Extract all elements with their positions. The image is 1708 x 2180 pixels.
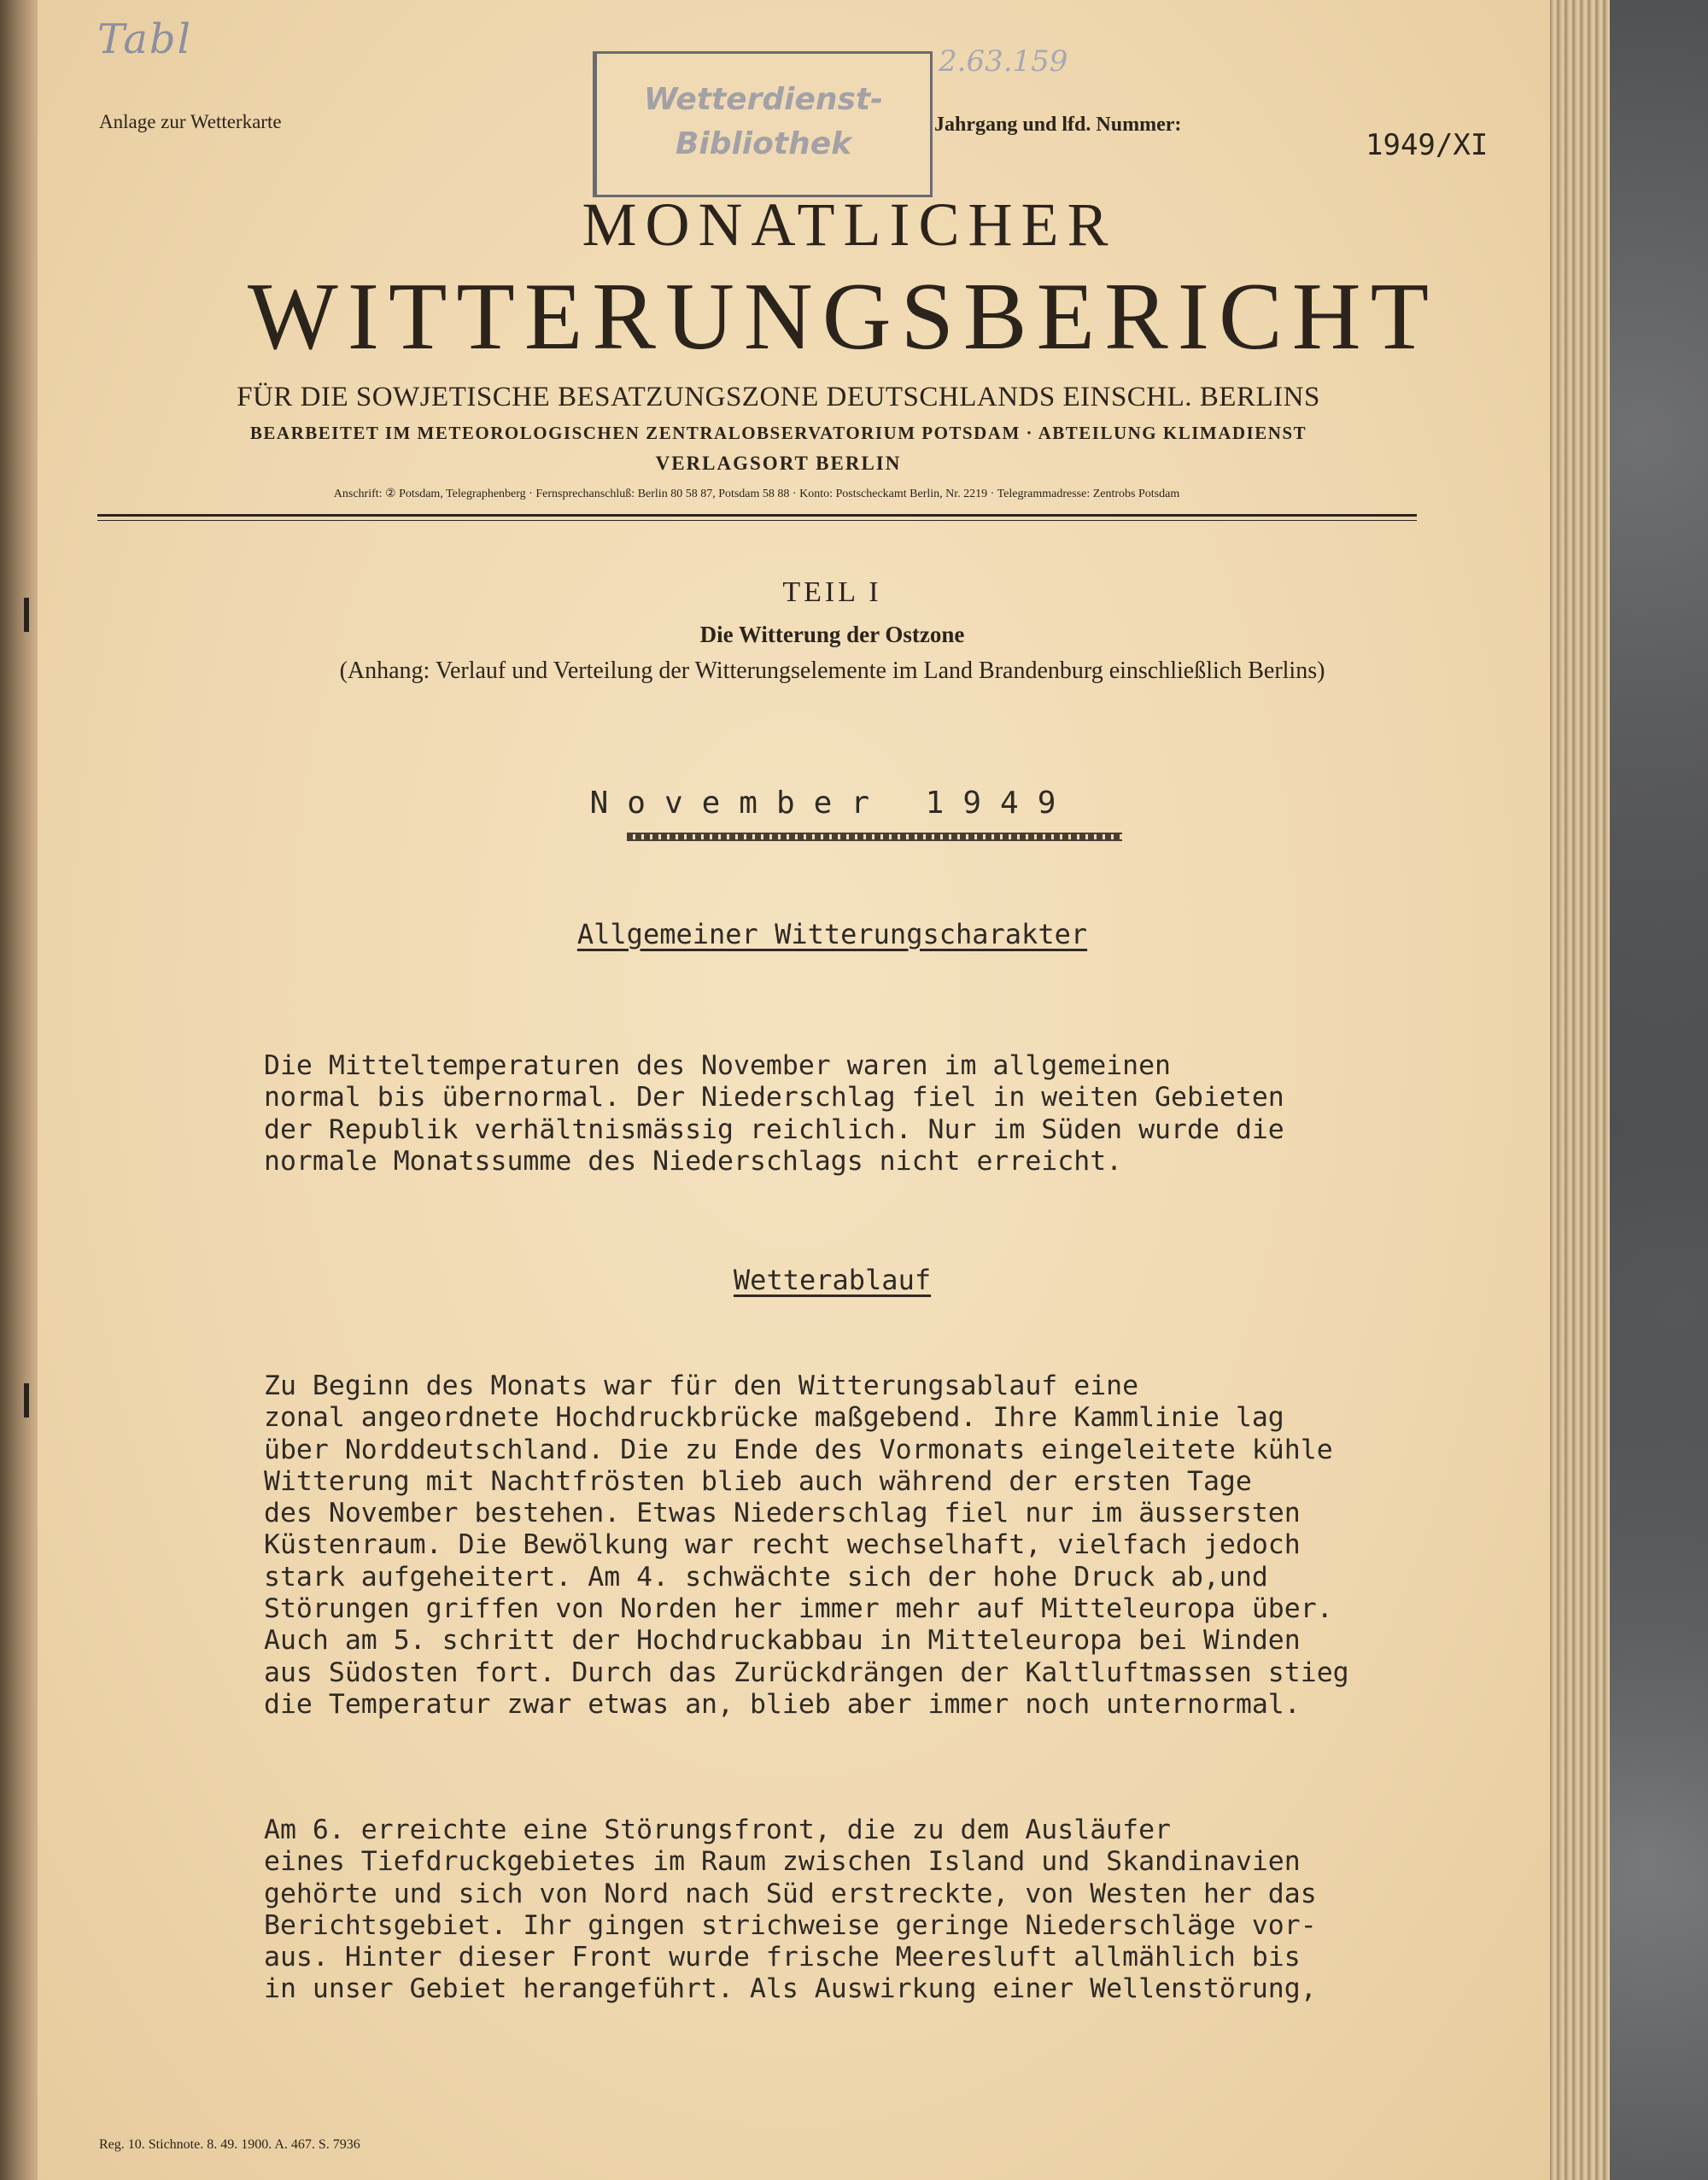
header-rule-thin [97,520,1417,521]
print-footer: Reg. 10. Stichnote. 8. 49. 1900. A. 467. S. 7936 [99,2137,360,2152]
binding-mark [24,1383,29,1417]
book-binding-left [0,0,38,2180]
subtitle-institute: BEARBEITET IM METEOROLOGISCHEN ZENTRALOBSERVATORIUM POTSDAM · ABTEILUNG KLIMADIENST [249,423,1307,443]
header-rule [97,514,1417,517]
paragraph-general: Die Mitteltemperaturen des November waren im allgemeinen normal bis übernormal. Der Niederschlag fiel in weiten Gebieten der Republik verhältnismässig reichlich. Nur im Süden wurde die normale Monatssumme des Niederschlags nicht erreicht. [264,1050,1284,1177]
binding-mark [24,598,29,632]
stamp-number: 2.63.159 [939,44,1068,79]
library-stamp [593,51,933,197]
section-heading-weather: Wetterablauf [733,1264,932,1296]
part-title: TEIL I [782,576,882,608]
part-subtitle: Die Witterung der Ostzone [699,622,965,647]
document-page [38,0,1550,2180]
paragraph-weather-2: Am 6. erreichte eine Störungsfront, die zu dem Ausläufer eines Tiefdruckgebietes im Raum zwischen Island und Skandinavien gehörte und sich von Nord nach Süd erstreckte, von Westen her das Berichtsgebiet. Ihr gingen strichweise geringe Niederschläge vor- aus. Hinter dieser Front wurde frische Meeresluft allmählich bis in unser Gebiet herangeführt. Als Auswirkung einer Wellenstörung, [264,1815,1317,2005]
jahrgang-value: 1949/XI [1366,128,1489,162]
subtitle-zone: FÜR DIE SOWJETISCHE BESATZUNGSZONE DEUTSCHLANDS EINSCHL. BERLINS [237,382,1320,412]
anlage-label: Anlage zur Wetterkarte [99,111,282,132]
stamp-line-2: Bibliothek [675,126,852,161]
month-double-underline [627,833,1122,841]
title-line-2: WITTERUNGSBERICHT [247,264,1438,370]
handwritten-note: Tabl [97,15,192,63]
part-appendix-note: (Anhang: Verlauf und Verteilung der Witterungselemente im Land Brandenburg einschließlich Berlins) [339,658,1325,684]
title-line-1: MONATLICHER [582,190,1117,259]
page-edges [1550,0,1610,2180]
jahrgang-label: Jahrgang und lfd. Nummer: [934,114,1182,136]
subtitle-place: VERLAGSORT BERLIN [655,453,902,474]
paragraph-weather-1: Zu Beginn des Monats war für den Witterungsablauf eine zonal angeordnete Hochdruckbrücke maßgebend. Ihre Kammlinie lag über Norddeutschland. Die zu Ende des Vormonats eingeleitete kühle Witterung mit Nachtfrösten blieb auch während der ersten Tage des November bestehen. Etwas Niederschlag fiel nur im äussersten Küstenraum. Die Bewölkung war recht wechselhaft, vielfach jedoch stark aufgeheitert. Am 4. schwächte sich der hohe Druck ab,und Störungen griffen von Norden her immer mehr auf Mitteleuropa über. Auch am 5. schritt der Hochdruckabbau in Mitteleuropa bei Winden aus Südosten fort. Durch das Zurückdrängen der Kaltluftmassen stieg die Temperatur zwar etwas an, blieb aber immer noch unternormal. [264,1371,1349,1720]
book-cover-right [1610,0,1708,2180]
report-month: November 1949 [589,786,1075,821]
section-heading-general: Allgemeiner Witterungscharakter [576,918,1088,950]
address-line: Anschrift: ② Potsdam, Telegraphenberg · Fernsprechanschluß: Berlin 80 58 87, Potsdam 58 88 · Konto: Postscheckamt Berlin, Nr. 2219 · Telegrammadresse: Zentrobs Potsdam [333,488,1180,500]
stamp-line-1: Wetterdienst- [643,82,884,117]
